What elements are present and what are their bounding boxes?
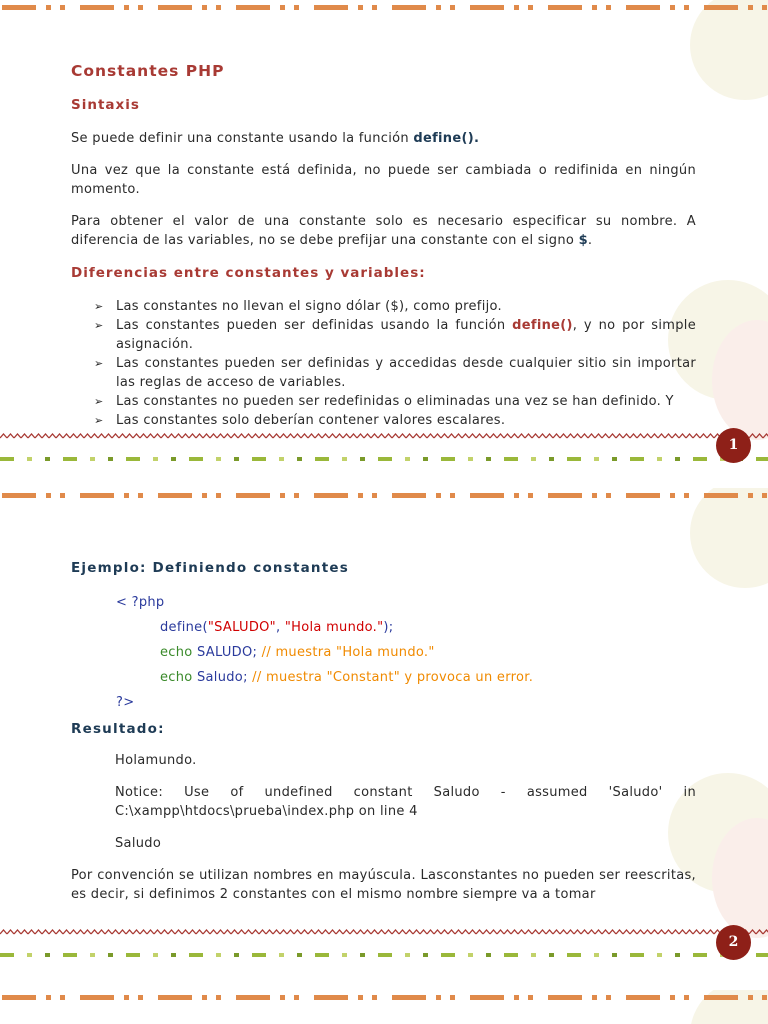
paragraph: Para obtener el valor de una constante solo es necesario especificar su nombre. A diferencia de las variables, no se debe prefijar una constante con el signo $.: [71, 214, 696, 248]
page-gap: [0, 470, 768, 488]
code-line: echo Saludo; // muestra "Constant" y provoca un error.: [160, 670, 534, 685]
paragraph: Se puede definir una constante usando la función define().: [71, 131, 480, 146]
differences-list: [94, 297, 696, 430]
decor-circle: [690, 0, 768, 100]
paragraph: Una vez que la constante está definida, no puede ser cambiada o redifinida en ningún momento.: [71, 163, 696, 197]
bottom-ornament-border: [0, 433, 768, 463]
decor-circle: [690, 488, 768, 588]
page-number-badge: 1: [716, 428, 751, 463]
page-gap: [0, 973, 768, 990]
code-line: < ?php: [116, 595, 165, 610]
result-output: Holamundo.: [115, 753, 197, 768]
page-number-badge: 2: [716, 925, 751, 960]
bottom-ornament-border: [0, 929, 768, 959]
arrow-bullet-icon: ➢: [94, 414, 104, 427]
dollar-sign: $: [578, 233, 588, 248]
arrow-bullet-icon: ➢: [94, 300, 104, 313]
top-ornament-border: [0, 492, 768, 499]
list-item: ➢ Las constantes pueden ser definidas y accedidas desde cualquier sitio sin importar las reglas de acceso de variables.: [94, 356, 696, 390]
code-func: define().: [413, 131, 480, 146]
arrow-bullet-icon: ➢: [94, 395, 104, 408]
page-title: Constantes PHP: [71, 62, 225, 80]
result-output: Saludo: [115, 836, 162, 851]
section-subtitle: Sintaxis: [71, 97, 140, 113]
list-item: ➢ Las constantes no pueden ser redefinidas o eliminadas una vez se han definido. Y: [94, 394, 674, 409]
code-line: define("SALUDO", "Hola mundo.");: [160, 620, 394, 635]
example-heading: Ejemplo: Definiendo constantes: [71, 560, 349, 576]
result-notice: Notice: Use of undefined constant Saludo - assumed 'Saludo' in C:\xampp\htdocs\prueba\index.php on line 4: [115, 785, 696, 819]
code-line: ?>: [116, 695, 135, 710]
page-2: [0, 488, 768, 973]
code-line: echo SALUDO; // muestra "Hola mundo.": [160, 645, 435, 660]
list-item: ➢ Las constantes no llevan el signo dólar ($), como prefijo.: [94, 299, 502, 314]
page-3: [0, 990, 768, 1024]
result-heading: Resultado:: [71, 721, 165, 737]
paragraph: Por convención se utilizan nombres en mayúscula. Lasconstantes no pueden ser reescritas, es decir, si definimos 2 constantes con el mismo nombre siempre va a tomar: [71, 868, 696, 902]
arrow-bullet-icon: ➢: [94, 319, 104, 332]
list-item: ➢ Las constantes solo deberían contener valores escalares.: [94, 413, 506, 428]
page-1: [0, 0, 768, 470]
arrow-bullet-icon: ➢: [94, 357, 104, 370]
top-ornament-border: [0, 4, 768, 11]
top-ornament-border: [0, 994, 768, 1001]
list-item: ➢ Las constantes pueden ser definidas usando la función define(), y no por simple asignación.: [94, 318, 696, 352]
code-func: define(): [512, 318, 573, 333]
differences-heading: Diferencias entre constantes y variables:: [71, 265, 426, 281]
